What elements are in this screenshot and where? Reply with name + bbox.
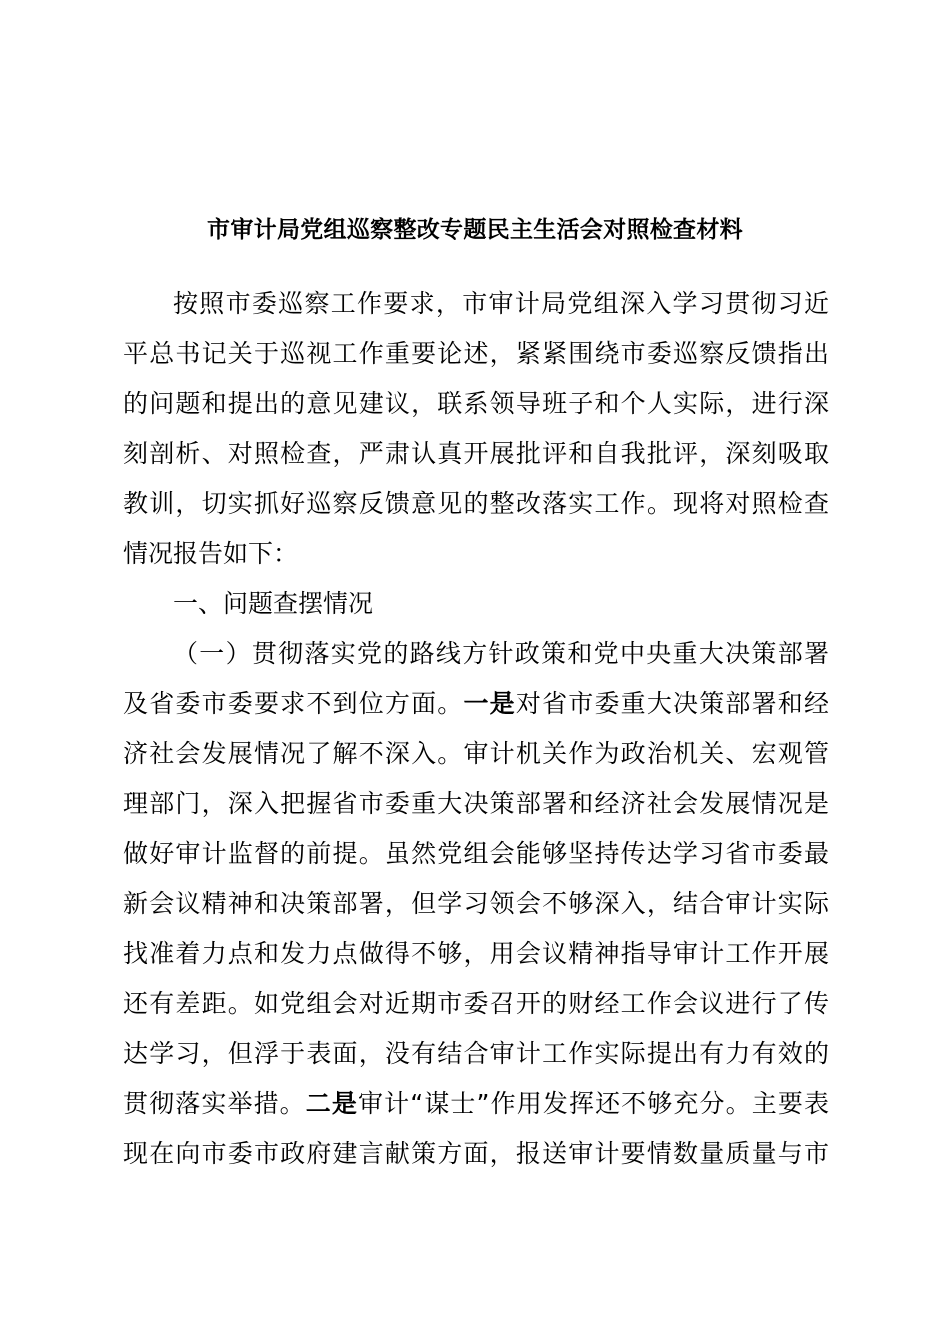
paragraph-2-line-7: 找准着力点和发力点做得不够，用会议精神指导审计工作开展 (123, 939, 829, 968)
document-title: 市审计局党组巡察整改专题民主生活会对照检查材料 (207, 217, 743, 243)
paragraph-2-line-1: （一）贯彻落实党的路线方针政策和党中央重大决策部署 (173, 639, 829, 668)
paragraph-2-line-6: 新会议精神和决策部署，但学习领会不够深入，结合审计实际 (123, 889, 829, 918)
bold-marker: 二是 (305, 1089, 359, 1118)
paragraph-2-line-11: 现在向市委市政府建言献策方面，报送审计要情数量质量与市 (123, 1139, 829, 1168)
paragraph-1-line-2: 平总书记关于巡视工作重要论述，紧紧围绕市委巡察反馈指出 (123, 339, 829, 368)
text-run: 及省委市委要求不到位方面。 (123, 689, 464, 718)
text-run: 审计“谋士”作用发挥还不够充分。主要表 (358, 1089, 829, 1118)
paragraph-1-line-4: 刻剖析、对照检查，严肃认真开展批评和自我批评，深刻吸取 (123, 439, 829, 468)
paragraph-2-line-8: 还有差距。如党组会对近期市委召开的财经工作会议进行了传 (123, 989, 829, 1018)
bold-marker: 一是 (463, 689, 516, 718)
paragraph-2-line-10 (123, 1079, 829, 1129)
paragraph-2-line-9: 达学习，但浮于表面，没有结合审计工作实际提出有力有效的 (123, 1039, 829, 1068)
text-run: 对省市委重大决策部署和经 (515, 689, 829, 718)
paragraph-2-line-3: 济社会发展情况了解不深入。审计机关作为政治机关、宏观管 (123, 739, 829, 768)
paragraph-1-line-3: 的问题和提出的意见建议，联系领导班子和个人实际，进行深 (123, 389, 829, 418)
text-run: 贯彻落实举措。 (123, 1089, 306, 1118)
paragraph-2-line-4: 理部门，深入把握省市委重大决策部署和经济社会发展情况是 (123, 789, 829, 818)
paragraph-1-line-6: 情况报告如下： (123, 539, 299, 568)
paragraph-1-line-1: 按照市委巡察工作要求，市审计局党组深入学习贯彻习近 (173, 289, 829, 318)
document-body (123, 279, 829, 1179)
paragraph-2-line-2 (123, 679, 829, 729)
paragraph-2-line-5: 做好审计监督的前提。虽然党组会能够坚持传达学习省市委最 (123, 839, 829, 868)
section-heading: 一、问题查摆情况 (173, 589, 374, 618)
paragraph-1-line-5: 教训，切实抓好巡察反馈意见的整改落实工作。现将对照检查 (123, 489, 829, 518)
